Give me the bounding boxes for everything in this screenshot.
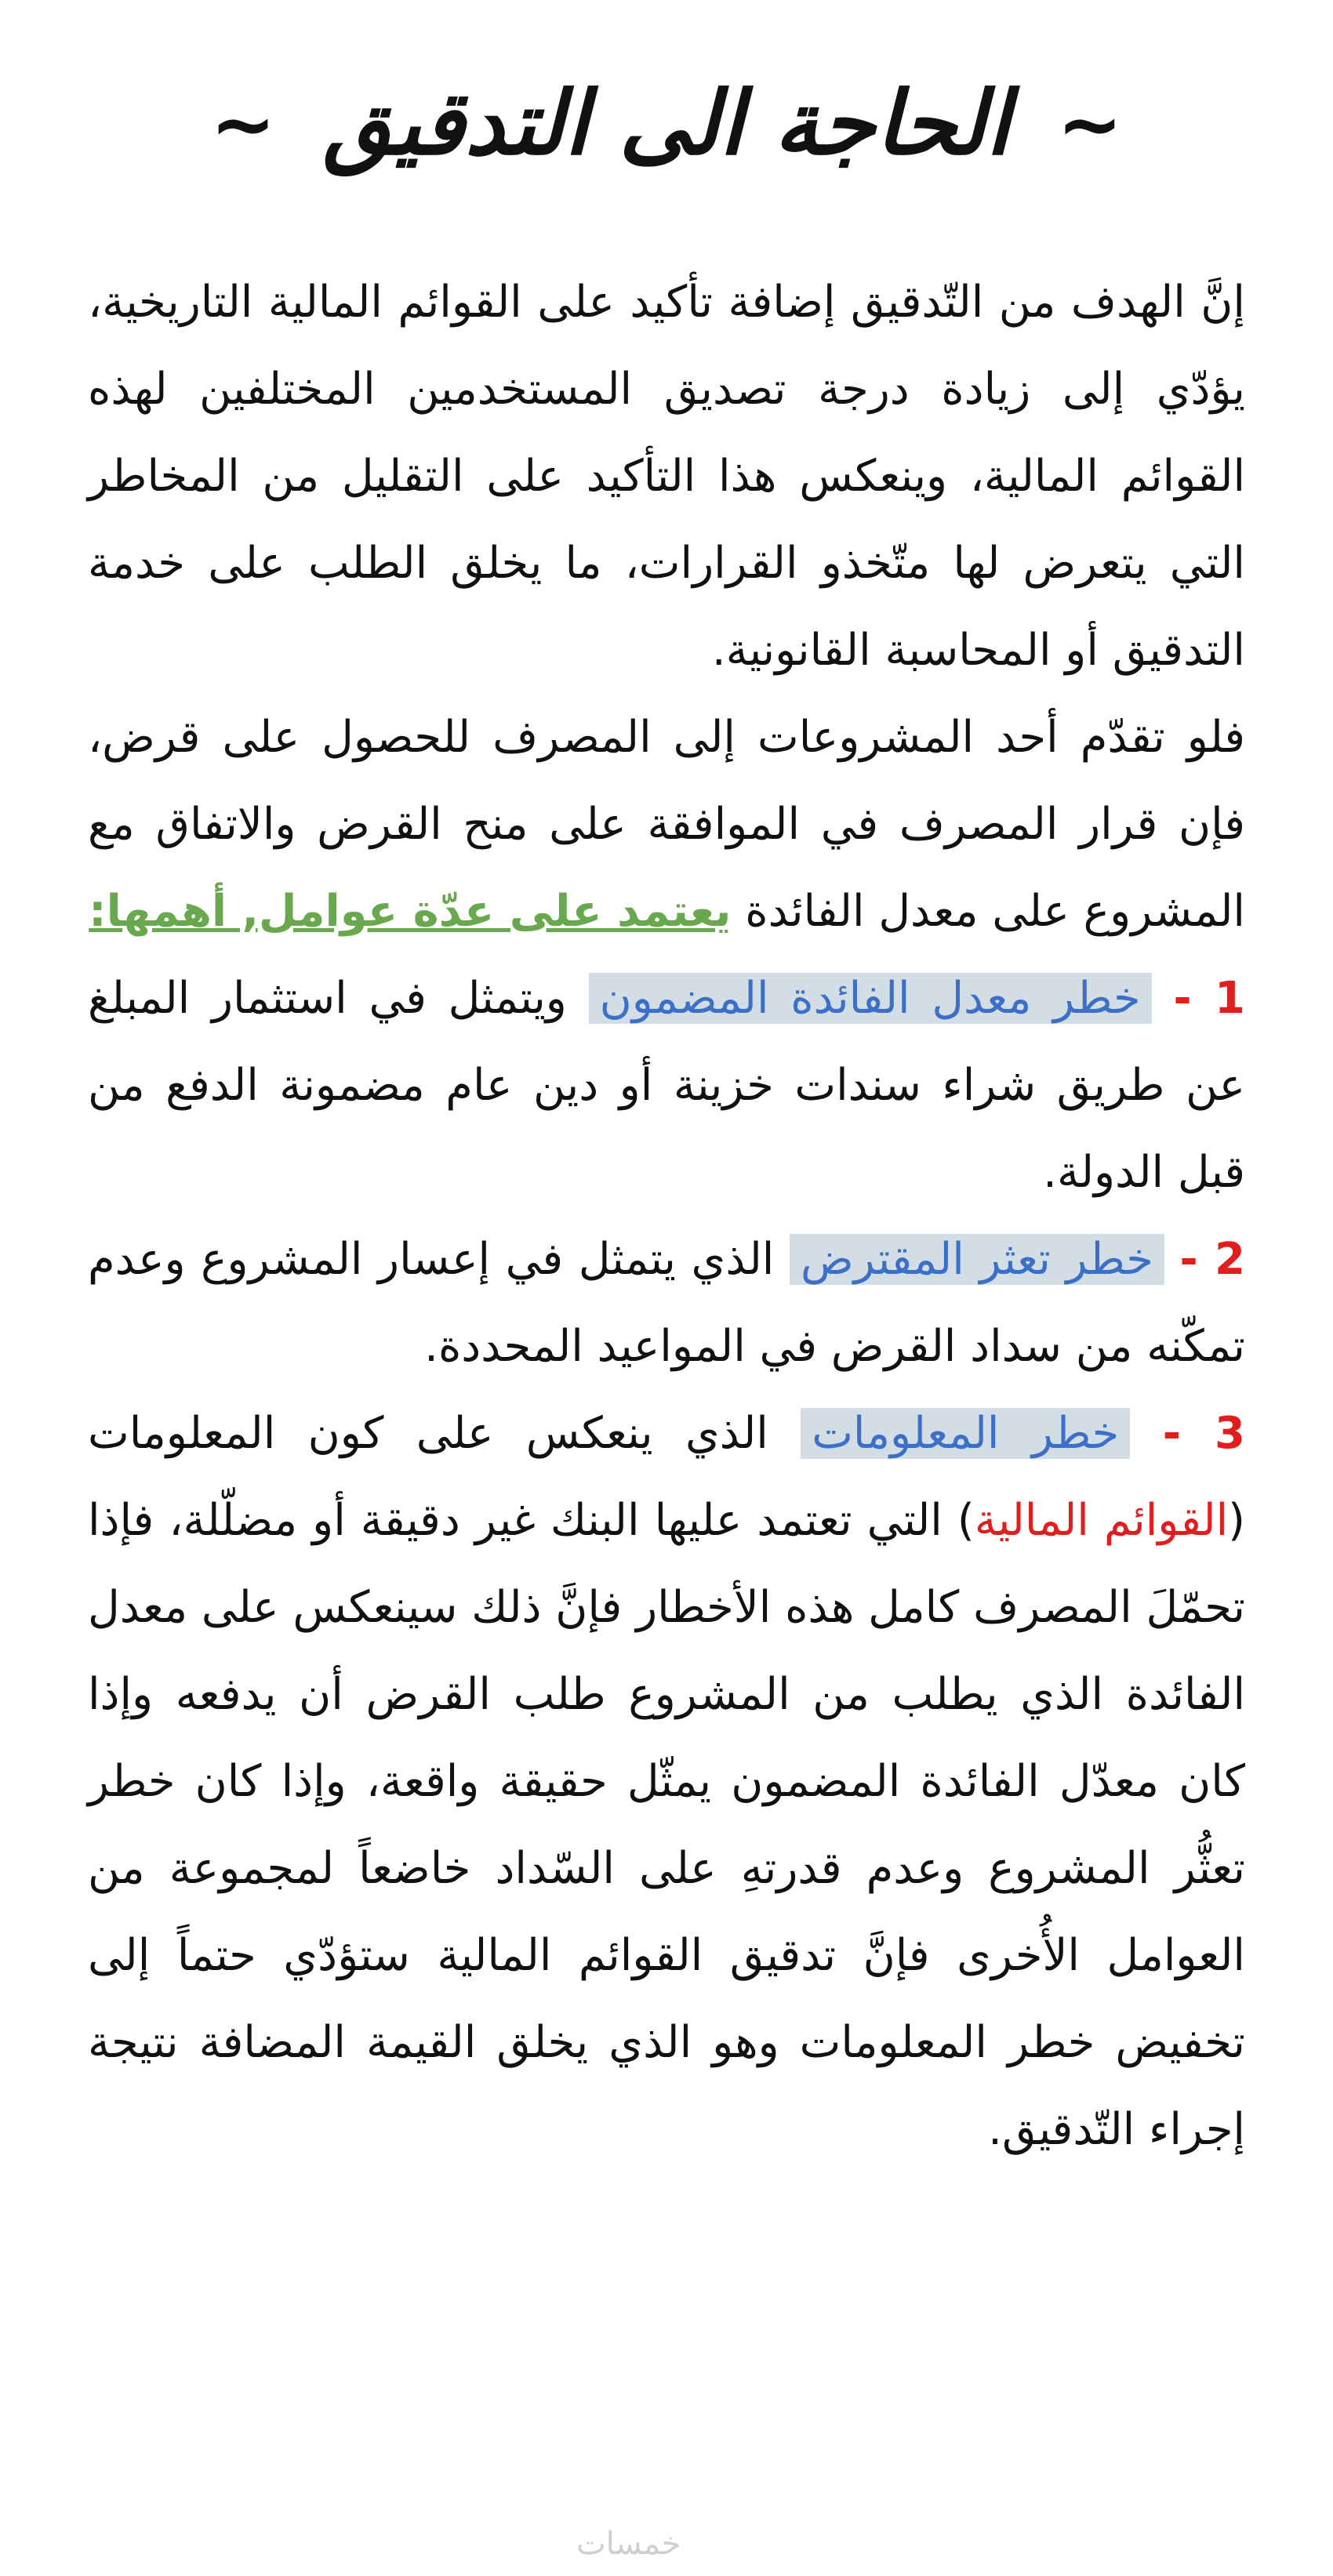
highlighted-term: خطر المعلومات	[801, 1408, 1130, 1459]
highlighted-term: خطر تعثر المقترض	[790, 1234, 1164, 1285]
title-tilde-left: ~	[210, 78, 276, 170]
list-item-1	[88, 955, 1245, 1216]
article-body	[88, 259, 1245, 2173]
list-item-2	[88, 1216, 1245, 1390]
item-text: الذي يتمثل في إعسار المشروع وعدم تمكّنه من سداد القرض في المواعيد المحددة.	[88, 1234, 1245, 1372]
list-item-3	[88, 1390, 1245, 2173]
item-number: 2 -	[1179, 1234, 1245, 1285]
paragraph-loan	[88, 694, 1245, 955]
item-number: 3 -	[1162, 1408, 1245, 1459]
item-number: 1 -	[1173, 973, 1245, 1024]
factors-heading: يعتمد على عدّة عوامل, أهمها:	[89, 886, 732, 937]
item-text: ويتمثل في استثمار المبلغ عن طريق شراء سندات خزينة أو دين عام مضمونة الدفع من قبل الدولة.	[88, 973, 1245, 1198]
title-text: الحاجة الى التدقيق	[322, 73, 1011, 175]
title-tilde-right: ~	[1057, 78, 1123, 170]
page-title	[0, 61, 1333, 187]
paragraph-intro: إنَّ الهدف من التّدقيق إضافة تأكيد على القوائم المالية التاريخية، يؤدّي إلى زيادة درجة تصديق المستخدمين المختلفين لهذه القوائم المالية، وينعكس هذا التأكيد على التقليل من المخاطر التي يتعرض لها متّخذو القرارات، ما يخلق الطلب على خدمة التدقيق أو المحاسبة القانونية.	[88, 277, 1245, 676]
paragraph-loan-text: فلو تقدّم أحد المشروعات إلى المصرف للحصول على قرض، فإن قرار المصرف في الموافقة على منح القرض والاتفاق مع المشروع على معدل الفائدة	[88, 712, 1245, 937]
item-text: الذي ينعكس على كون المعلومات (	[88, 1408, 1246, 1546]
highlighted-term: خطر معدل الفائدة المضمون	[589, 973, 1152, 1024]
red-term: القوائم المالية	[974, 1495, 1229, 1546]
item-text-continued: ) التي تعتمد عليها البنك غير دقيقة أو مضلّلة، فإذا تحمّلَ المصرف كامل هذه الأخطار فإنَّ ذلك سينعكس على معدل الفائدة الذي يطلب من المشروع طلب القرض أن يدفعه وإذا كان معدّل الفائدة المضمون يمثّل حقيقة واقعة، وإذا كان خطر تعثُّر المشروع وعدم قدرتهِ على السّداد خاضعاً لمجموعة من العوامل الأُخرى فإنَّ تدقيق القوائم المالية ستؤدّي حتماً إلى تخفيض خطر المعلومات وهو الذي يخلق القيمة المضافة نتيجة إجراء التّدقيق.	[88, 1495, 1245, 2155]
watermark: خمسات	[576, 2526, 681, 2562]
